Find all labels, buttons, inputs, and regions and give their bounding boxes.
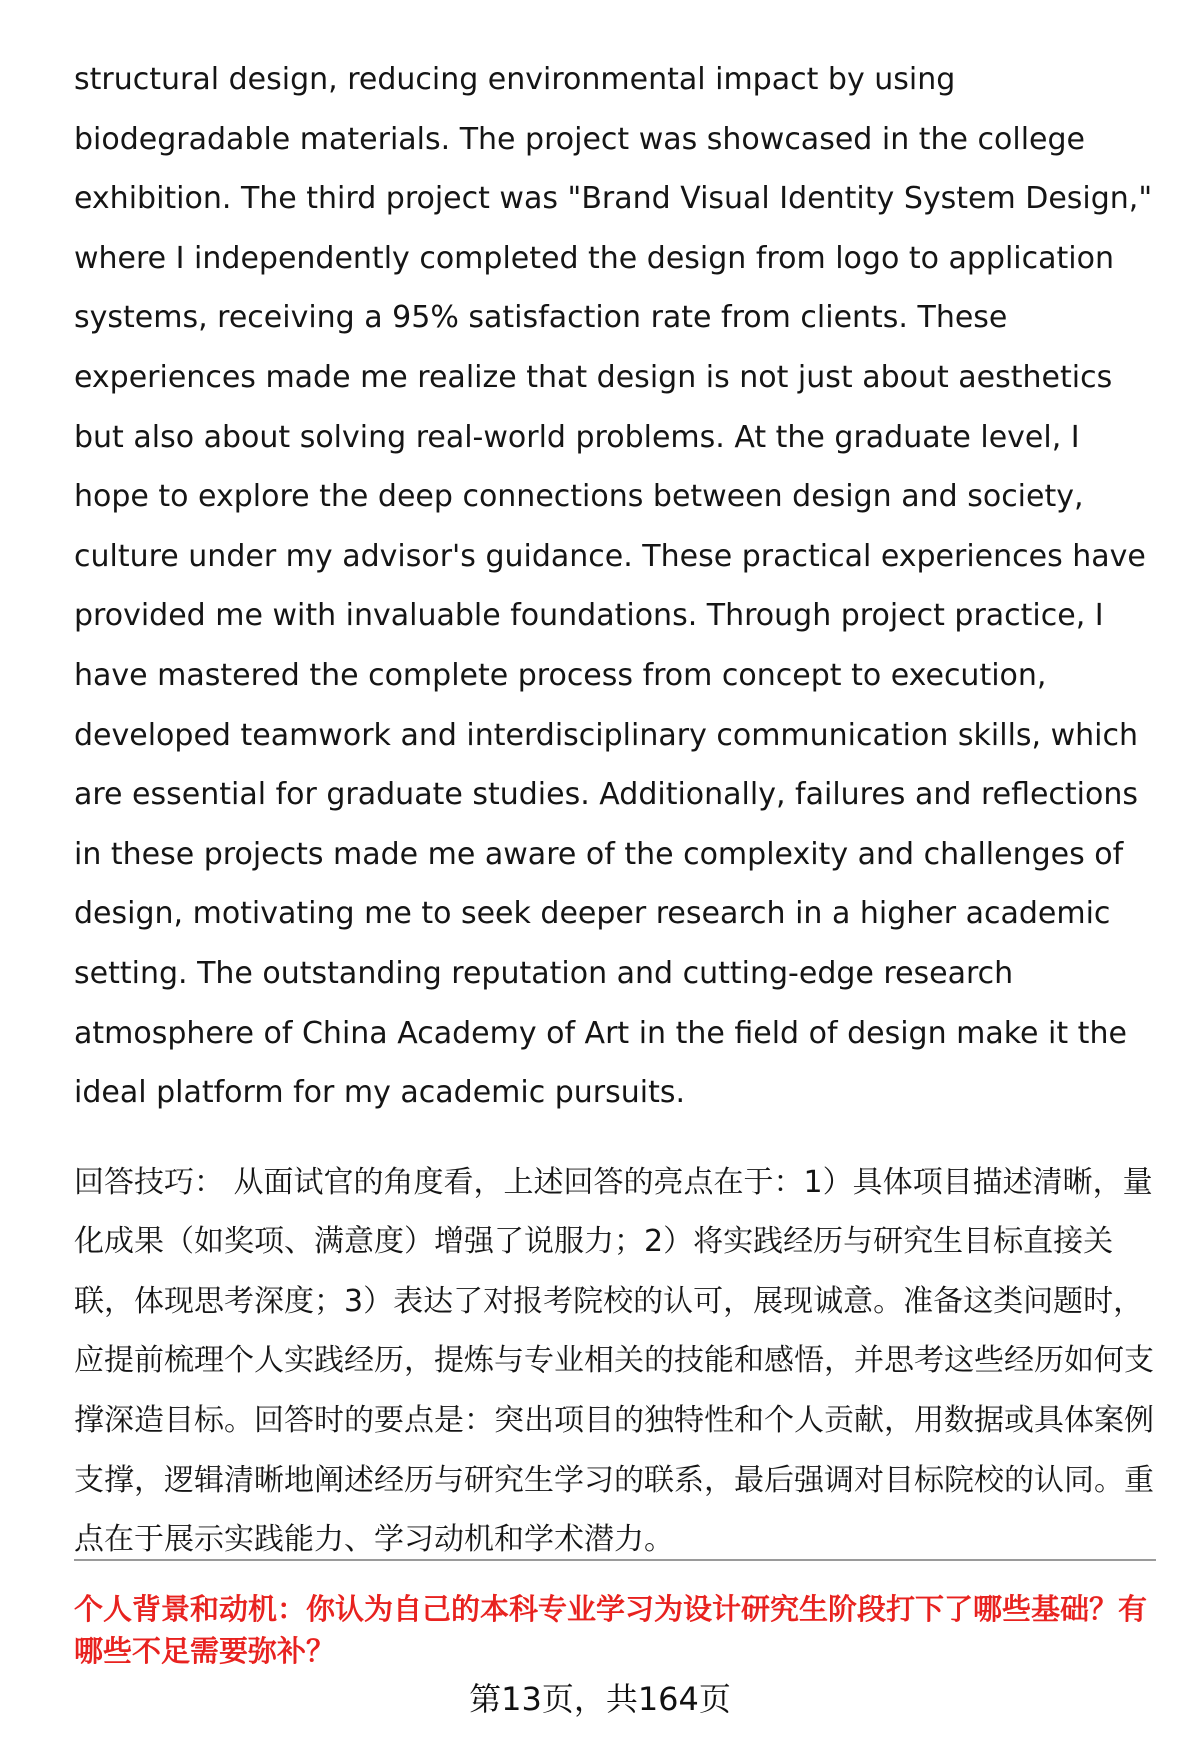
english-answer-paragraph: structural design, reducing environmental impact by using biodegradable materials. The project was showcased in the college exhibition. The third project was "Brand Visual Identity System Design," where I independently completed the design from logo to application systems, receiving a 95% satisfaction rate from clients. These experiences made me realize that design is not just about aesthetics but also about solving real-world problems. At the graduate level, I hope to explore the deep connections between design and society, culture under my advisor's guidance. These practical experiences have provided me with invaluable foundations. Through project practice, I have mastered the complete process from concept to execution, developed teamwork and interdisciplinary communication skills, which are essential for graduate studies. Additionally, failures and reflections in these projects made me aware of the complexity and challenges of design, motivating me to seek deeper research in a higher academic setting. The outstanding reputation and cutting-edge research atmosphere of China Academy of Art in the field of design make it the ideal platform for my academic pursuits. [74, 62, 1153, 1111]
content-area [74, 50, 1154, 1570]
section-divider [74, 1559, 1156, 1561]
page-number: 第13页，共164页 [469, 1680, 731, 1718]
next-question-heading: 个人背景和动机：你认为自己的本科专业学习为设计研究生阶段打下了哪些基础？有哪些不足需要弥补？ [74, 1592, 1148, 1668]
answer-tips-paragraph: 回答技巧： 从面试官的角度看，上述回答的亮点在于：1）具体项目描述清晰，量化成果（如奖项、满意度）增强了说服力；2）将实践经历与研究生目标直接关联，体现思考深度；3）表达了对报考院校的认可，展现诚意。准备这类问题时，应提前梳理个人实践经历，提炼与专业相关的技能和感悟，并思考这些经历如何支撑深造目标。回答时的要点是：突出项目的独特性和个人贡献，用数据或具体案例支撑，逻辑清晰地阐述经历与研究生学习的联系，最后强调对目标院校的认同。重点在于展示实践能力、学习动机和学术潜力。 [74, 1164, 1154, 1558]
